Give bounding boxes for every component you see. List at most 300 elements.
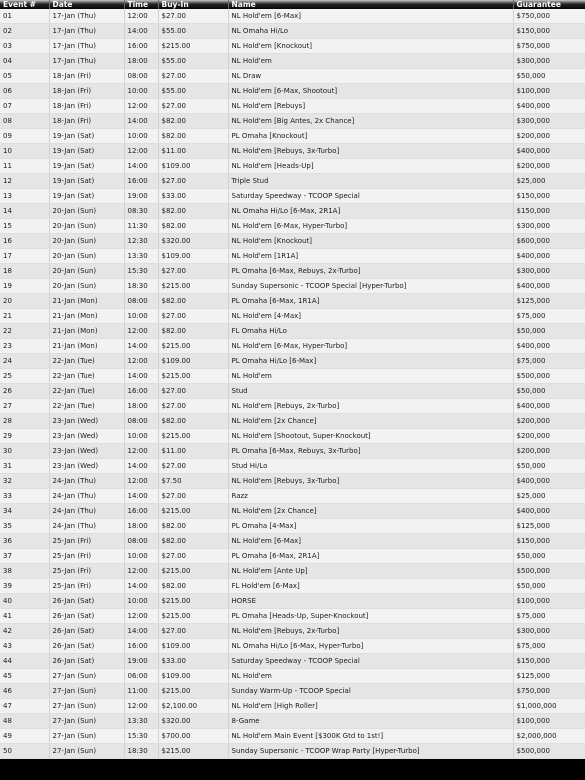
event-name-cell: PL Omaha [Knockout] bbox=[228, 129, 513, 144]
date-cell: 27-Jan (Sun) bbox=[49, 744, 124, 759]
buy-in-cell: $109.00 bbox=[158, 249, 228, 264]
guarantee-cell: $125,000 bbox=[513, 294, 585, 309]
guarantee-cell: $150,000 bbox=[513, 189, 585, 204]
date-cell: 21-Jan (Mon) bbox=[49, 339, 124, 354]
guarantee-cell: $500,000 bbox=[513, 564, 585, 579]
event-number-cell: 11 bbox=[0, 159, 49, 174]
table-row bbox=[0, 339, 585, 354]
buy-in-cell: $27.00 bbox=[158, 99, 228, 114]
time-cell: 19:00 bbox=[124, 189, 158, 204]
table-row bbox=[0, 219, 585, 234]
buy-in-cell: $7.50 bbox=[158, 474, 228, 489]
buy-in-cell: $320.00 bbox=[158, 714, 228, 729]
table-row bbox=[0, 174, 585, 189]
event-number-cell: 31 bbox=[0, 459, 49, 474]
date-cell: 18-Jan (Fri) bbox=[49, 114, 124, 129]
buy-in-cell: $82.00 bbox=[158, 129, 228, 144]
guarantee-cell: $300,000 bbox=[513, 54, 585, 69]
event-name-cell: NL Hold'em [Rebuys, 3x-Turbo] bbox=[228, 144, 513, 159]
date-cell: 23-Jan (Wed) bbox=[49, 429, 124, 444]
buy-in-cell: $27.00 bbox=[158, 69, 228, 84]
table-row bbox=[0, 54, 585, 69]
date-cell: 26-Jan (Sat) bbox=[49, 609, 124, 624]
table-row bbox=[0, 429, 585, 444]
table-row bbox=[0, 639, 585, 654]
event-name-cell: NL Omaha Hi/Lo [6-Max, 2R1A] bbox=[228, 204, 513, 219]
time-cell: 14:00 bbox=[124, 489, 158, 504]
time-cell: 19:00 bbox=[124, 654, 158, 669]
table-row bbox=[0, 399, 585, 414]
time-cell: 18:30 bbox=[124, 744, 158, 759]
buy-in-cell: $27.00 bbox=[158, 489, 228, 504]
date-cell: 26-Jan (Sat) bbox=[49, 624, 124, 639]
guarantee-cell: $200,000 bbox=[513, 429, 585, 444]
guarantee-cell: $600,000 bbox=[513, 234, 585, 249]
event-name-cell: PL Omaha [4-Max] bbox=[228, 519, 513, 534]
date-cell: 21-Jan (Mon) bbox=[49, 324, 124, 339]
date-cell: 25-Jan (Fri) bbox=[49, 534, 124, 549]
event-name-cell: NL Hold'em [6-Max] bbox=[228, 534, 513, 549]
time-cell: 16:00 bbox=[124, 174, 158, 189]
buy-in-cell: $27.00 bbox=[158, 9, 228, 24]
event-name-cell: NL Hold'em [Heads-Up] bbox=[228, 159, 513, 174]
guarantee-cell: $400,000 bbox=[513, 399, 585, 414]
time-cell: 12:00 bbox=[124, 609, 158, 624]
time-cell: 12:00 bbox=[124, 99, 158, 114]
time-cell: 14:00 bbox=[124, 369, 158, 384]
time-cell: 08:00 bbox=[124, 534, 158, 549]
event-name-cell: PL Omaha Hi/Lo [6-Max] bbox=[228, 354, 513, 369]
date-cell: 20-Jan (Sun) bbox=[49, 234, 124, 249]
event-name-cell: NL Hold'em [6-Max, Hyper-Turbo] bbox=[228, 219, 513, 234]
time-cell: 10:00 bbox=[124, 129, 158, 144]
buy-in-cell: $27.00 bbox=[158, 624, 228, 639]
guarantee-cell: $400,000 bbox=[513, 279, 585, 294]
table-row bbox=[0, 684, 585, 699]
event-name-cell: PL Omaha [6-Max, 1R1A] bbox=[228, 294, 513, 309]
event-name-cell: PL Omaha [6-Max, 2R1A] bbox=[228, 549, 513, 564]
event-number-cell: 41 bbox=[0, 609, 49, 624]
time-cell: 18:00 bbox=[124, 54, 158, 69]
table-row bbox=[0, 699, 585, 714]
event-name-cell: NL Hold'em [Rebuys, 2x-Turbo] bbox=[228, 399, 513, 414]
date-cell: 23-Jan (Wed) bbox=[49, 459, 124, 474]
guarantee-cell: $200,000 bbox=[513, 159, 585, 174]
event-number-cell: 08 bbox=[0, 114, 49, 129]
event-number-cell: 43 bbox=[0, 639, 49, 654]
event-number-cell: 23 bbox=[0, 339, 49, 354]
buy-in-cell: $27.00 bbox=[158, 459, 228, 474]
time-cell: 12:00 bbox=[124, 474, 158, 489]
event-name-cell: NL Hold'em [6-Max, Shootout] bbox=[228, 84, 513, 99]
date-cell: 27-Jan (Sun) bbox=[49, 714, 124, 729]
table-row bbox=[0, 309, 585, 324]
guarantee-cell: $400,000 bbox=[513, 504, 585, 519]
event-number-cell: 07 bbox=[0, 99, 49, 114]
date-cell: 22-Jan (Tue) bbox=[49, 354, 124, 369]
buy-in-cell: $82.00 bbox=[158, 534, 228, 549]
event-name-cell: NL Hold'em [Knockout] bbox=[228, 234, 513, 249]
event-name-cell: NL Hold'em [Rebuys, 2x-Turbo] bbox=[228, 624, 513, 639]
event-number-cell: 44 bbox=[0, 654, 49, 669]
table-row bbox=[0, 564, 585, 579]
table-row bbox=[0, 444, 585, 459]
event-name-cell: NL Hold'em [2x Chance] bbox=[228, 414, 513, 429]
guarantee-cell: $125,000 bbox=[513, 669, 585, 684]
guarantee-cell: $25,000 bbox=[513, 174, 585, 189]
event-number-cell: 10 bbox=[0, 144, 49, 159]
table-row bbox=[0, 354, 585, 369]
buy-in-cell: $109.00 bbox=[158, 354, 228, 369]
event-name-cell: NL Hold'em [Knockout] bbox=[228, 39, 513, 54]
buy-in-cell: $27.00 bbox=[158, 309, 228, 324]
time-cell: 14:00 bbox=[124, 159, 158, 174]
date-cell: 24-Jan (Thu) bbox=[49, 474, 124, 489]
buy-in-cell: $320.00 bbox=[158, 234, 228, 249]
event-name-cell: NL Draw bbox=[228, 69, 513, 84]
buy-in-cell: $215.00 bbox=[158, 369, 228, 384]
event-name-cell: Triple Stud bbox=[228, 174, 513, 189]
time-cell: 08:00 bbox=[124, 414, 158, 429]
date-cell: 18-Jan (Fri) bbox=[49, 69, 124, 84]
guarantee-cell: $100,000 bbox=[513, 594, 585, 609]
event-number-cell: 24 bbox=[0, 354, 49, 369]
event-name-cell: FL Hold'em [6-Max] bbox=[228, 579, 513, 594]
guarantee-cell: $400,000 bbox=[513, 339, 585, 354]
column-header-name: Name bbox=[228, 0, 513, 9]
event-number-cell: 45 bbox=[0, 669, 49, 684]
date-cell: 22-Jan (Tue) bbox=[49, 399, 124, 414]
event-number-cell: 48 bbox=[0, 714, 49, 729]
guarantee-cell: $50,000 bbox=[513, 549, 585, 564]
date-cell: 22-Jan (Tue) bbox=[49, 384, 124, 399]
table-row bbox=[0, 624, 585, 639]
date-cell: 20-Jan (Sun) bbox=[49, 219, 124, 234]
event-name-cell: Saturday Speedway - TCOOP Special bbox=[228, 654, 513, 669]
date-cell: 20-Jan (Sun) bbox=[49, 264, 124, 279]
guarantee-cell: $150,000 bbox=[513, 204, 585, 219]
date-cell: 19-Jan (Sat) bbox=[49, 129, 124, 144]
buy-in-cell: $82.00 bbox=[158, 114, 228, 129]
event-name-cell: HORSE bbox=[228, 594, 513, 609]
event-name-cell: Stud Hi/Lo bbox=[228, 459, 513, 474]
time-cell: 12:00 bbox=[124, 354, 158, 369]
table-row bbox=[0, 729, 585, 744]
event-number-cell: 02 bbox=[0, 24, 49, 39]
guarantee-cell: $300,000 bbox=[513, 219, 585, 234]
table-row bbox=[0, 714, 585, 729]
event-number-cell: 38 bbox=[0, 564, 49, 579]
buy-in-cell: $215.00 bbox=[158, 339, 228, 354]
date-cell: 27-Jan (Sun) bbox=[49, 684, 124, 699]
table-row bbox=[0, 69, 585, 84]
guarantee-cell: $75,000 bbox=[513, 639, 585, 654]
buy-in-cell: $82.00 bbox=[158, 294, 228, 309]
date-cell: 26-Jan (Sat) bbox=[49, 654, 124, 669]
guarantee-cell: $200,000 bbox=[513, 414, 585, 429]
table-row bbox=[0, 144, 585, 159]
buy-in-cell: $215.00 bbox=[158, 504, 228, 519]
event-name-cell: NL Hold'em [Rebuys, 3x-Turbo] bbox=[228, 474, 513, 489]
table-row bbox=[0, 264, 585, 279]
event-number-cell: 37 bbox=[0, 549, 49, 564]
date-cell: 19-Jan (Sat) bbox=[49, 189, 124, 204]
event-number-cell: 34 bbox=[0, 504, 49, 519]
time-cell: 18:00 bbox=[124, 399, 158, 414]
buy-in-cell: $215.00 bbox=[158, 684, 228, 699]
event-number-cell: 22 bbox=[0, 324, 49, 339]
event-name-cell: NL Hold'em [Ante Up] bbox=[228, 564, 513, 579]
table-row bbox=[0, 24, 585, 39]
table-row bbox=[0, 459, 585, 474]
buy-in-cell: $109.00 bbox=[158, 669, 228, 684]
table-row bbox=[0, 474, 585, 489]
guarantee-cell: $50,000 bbox=[513, 69, 585, 84]
time-cell: 14:00 bbox=[124, 339, 158, 354]
buy-in-cell: $27.00 bbox=[158, 264, 228, 279]
event-number-cell: 19 bbox=[0, 279, 49, 294]
event-number-cell: 14 bbox=[0, 204, 49, 219]
time-cell: 06:00 bbox=[124, 669, 158, 684]
event-number-cell: 49 bbox=[0, 729, 49, 744]
event-name-cell: NL Hold'em [4-Max] bbox=[228, 309, 513, 324]
event-number-cell: 16 bbox=[0, 234, 49, 249]
time-cell: 10:00 bbox=[124, 549, 158, 564]
date-cell: 27-Jan (Sun) bbox=[49, 669, 124, 684]
guarantee-cell: $400,000 bbox=[513, 99, 585, 114]
time-cell: 11:00 bbox=[124, 684, 158, 699]
buy-in-cell: $55.00 bbox=[158, 84, 228, 99]
table-header-row bbox=[0, 0, 585, 9]
table-row bbox=[0, 609, 585, 624]
time-cell: 12:00 bbox=[124, 324, 158, 339]
buy-in-cell: $82.00 bbox=[158, 204, 228, 219]
time-cell: 14:00 bbox=[124, 624, 158, 639]
time-cell: 10:00 bbox=[124, 84, 158, 99]
event-number-cell: 09 bbox=[0, 129, 49, 144]
guarantee-cell: $750,000 bbox=[513, 39, 585, 54]
table-row bbox=[0, 294, 585, 309]
date-cell: 17-Jan (Thu) bbox=[49, 9, 124, 24]
time-cell: 15:30 bbox=[124, 729, 158, 744]
buy-in-cell: $55.00 bbox=[158, 54, 228, 69]
event-number-cell: 01 bbox=[0, 9, 49, 24]
time-cell: 16:00 bbox=[124, 639, 158, 654]
event-number-cell: 04 bbox=[0, 54, 49, 69]
table-row bbox=[0, 534, 585, 549]
table-row bbox=[0, 189, 585, 204]
time-cell: 15:30 bbox=[124, 264, 158, 279]
table-row bbox=[0, 39, 585, 54]
date-cell: 22-Jan (Tue) bbox=[49, 369, 124, 384]
buy-in-cell: $2,100.00 bbox=[158, 699, 228, 714]
date-cell: 17-Jan (Thu) bbox=[49, 54, 124, 69]
buy-in-cell: $27.00 bbox=[158, 174, 228, 189]
event-number-cell: 30 bbox=[0, 444, 49, 459]
guarantee-cell: $400,000 bbox=[513, 144, 585, 159]
event-number-cell: 32 bbox=[0, 474, 49, 489]
guarantee-cell: $150,000 bbox=[513, 534, 585, 549]
time-cell: 16:00 bbox=[124, 384, 158, 399]
buy-in-cell: $82.00 bbox=[158, 579, 228, 594]
time-cell: 18:30 bbox=[124, 279, 158, 294]
date-cell: 17-Jan (Thu) bbox=[49, 24, 124, 39]
event-name-cell: Razz bbox=[228, 489, 513, 504]
column-header-buy-in: Buy-In bbox=[158, 0, 228, 9]
event-number-cell: 27 bbox=[0, 399, 49, 414]
guarantee-cell: $75,000 bbox=[513, 309, 585, 324]
column-header-guarantee: Guarantee bbox=[513, 0, 585, 9]
table-row bbox=[0, 384, 585, 399]
date-cell: 20-Jan (Sun) bbox=[49, 204, 124, 219]
buy-in-cell: $82.00 bbox=[158, 324, 228, 339]
buy-in-cell: $215.00 bbox=[158, 609, 228, 624]
guarantee-cell: $75,000 bbox=[513, 354, 585, 369]
guarantee-cell: $75,000 bbox=[513, 609, 585, 624]
event-name-cell: NL Hold'em bbox=[228, 369, 513, 384]
guarantee-cell: $25,000 bbox=[513, 489, 585, 504]
time-cell: 10:00 bbox=[124, 594, 158, 609]
table-row bbox=[0, 249, 585, 264]
event-number-cell: 15 bbox=[0, 219, 49, 234]
event-number-cell: 40 bbox=[0, 594, 49, 609]
buy-in-cell: $11.00 bbox=[158, 444, 228, 459]
time-cell: 16:00 bbox=[124, 504, 158, 519]
time-cell: 12:00 bbox=[124, 699, 158, 714]
date-cell: 19-Jan (Sat) bbox=[49, 144, 124, 159]
event-name-cell: NL Hold'em [2x Chance] bbox=[228, 504, 513, 519]
buy-in-cell: $55.00 bbox=[158, 24, 228, 39]
table-row bbox=[0, 549, 585, 564]
event-number-cell: 33 bbox=[0, 489, 49, 504]
buy-in-cell: $700.00 bbox=[158, 729, 228, 744]
date-cell: 20-Jan (Sun) bbox=[49, 249, 124, 264]
date-cell: 23-Jan (Wed) bbox=[49, 414, 124, 429]
table-row bbox=[0, 369, 585, 384]
buy-in-cell: $215.00 bbox=[158, 279, 228, 294]
event-number-cell: 26 bbox=[0, 384, 49, 399]
time-cell: 10:00 bbox=[124, 309, 158, 324]
event-number-cell: 18 bbox=[0, 264, 49, 279]
date-cell: 25-Jan (Fri) bbox=[49, 579, 124, 594]
event-number-cell: 25 bbox=[0, 369, 49, 384]
buy-in-cell: $11.00 bbox=[158, 144, 228, 159]
date-cell: 27-Jan (Sun) bbox=[49, 729, 124, 744]
guarantee-cell: $750,000 bbox=[513, 9, 585, 24]
event-number-cell: 50 bbox=[0, 744, 49, 759]
time-cell: 16:00 bbox=[124, 39, 158, 54]
time-cell: 08:00 bbox=[124, 69, 158, 84]
buy-in-cell: $215.00 bbox=[158, 744, 228, 759]
time-cell: 10:00 bbox=[124, 429, 158, 444]
time-cell: 14:00 bbox=[124, 459, 158, 474]
time-cell: 14:00 bbox=[124, 24, 158, 39]
event-number-cell: 05 bbox=[0, 69, 49, 84]
event-number-cell: 29 bbox=[0, 429, 49, 444]
event-name-cell: NL Hold'em [Shootout, Super-Knockout] bbox=[228, 429, 513, 444]
event-name-cell: Sunday Supersonic - TCOOP Special [Hyper-Turbo] bbox=[228, 279, 513, 294]
time-cell: 14:00 bbox=[124, 579, 158, 594]
table-row bbox=[0, 414, 585, 429]
buy-in-cell: $215.00 bbox=[158, 429, 228, 444]
buy-in-cell: $109.00 bbox=[158, 159, 228, 174]
event-name-cell: NL Hold'em [6-Max, Hyper-Turbo] bbox=[228, 339, 513, 354]
buy-in-cell: $215.00 bbox=[158, 594, 228, 609]
column-header-time: Time bbox=[124, 0, 158, 9]
guarantee-cell: $150,000 bbox=[513, 24, 585, 39]
event-name-cell: NL Hold'em [1R1A] bbox=[228, 249, 513, 264]
event-number-cell: 13 bbox=[0, 189, 49, 204]
date-cell: 27-Jan (Sun) bbox=[49, 699, 124, 714]
guarantee-cell: $50,000 bbox=[513, 324, 585, 339]
buy-in-cell: $33.00 bbox=[158, 654, 228, 669]
date-cell: 18-Jan (Fri) bbox=[49, 99, 124, 114]
event-number-cell: 06 bbox=[0, 84, 49, 99]
date-cell: 25-Jan (Fri) bbox=[49, 564, 124, 579]
date-cell: 24-Jan (Thu) bbox=[49, 519, 124, 534]
guarantee-cell: $400,000 bbox=[513, 474, 585, 489]
table-row bbox=[0, 519, 585, 534]
event-name-cell: NL Hold'em Main Event [$300K Gtd to 1st!] bbox=[228, 729, 513, 744]
guarantee-cell: $2,000,000 bbox=[513, 729, 585, 744]
guarantee-cell: $100,000 bbox=[513, 714, 585, 729]
guarantee-cell: $50,000 bbox=[513, 459, 585, 474]
event-name-cell: Sunday Warm-Up - TCOOP Special bbox=[228, 684, 513, 699]
date-cell: 18-Jan (Fri) bbox=[49, 84, 124, 99]
event-number-cell: 17 bbox=[0, 249, 49, 264]
time-cell: 12:00 bbox=[124, 444, 158, 459]
event-number-cell: 35 bbox=[0, 519, 49, 534]
buy-in-cell: $109.00 bbox=[158, 639, 228, 654]
time-cell: 14:00 bbox=[124, 114, 158, 129]
time-cell: 08:00 bbox=[124, 294, 158, 309]
date-cell: 25-Jan (Fri) bbox=[49, 549, 124, 564]
table-body bbox=[0, 9, 585, 759]
date-cell: 21-Jan (Mon) bbox=[49, 309, 124, 324]
date-cell: 17-Jan (Thu) bbox=[49, 39, 124, 54]
event-name-cell: NL Hold'em [6-Max] bbox=[228, 9, 513, 24]
table-row bbox=[0, 114, 585, 129]
event-name-cell: NL Omaha Hi/Lo [6-Max, Hyper-Turbo] bbox=[228, 639, 513, 654]
event-name-cell: Sunday Supersonic - TCOOP Wrap Party [Hyper-Turbo] bbox=[228, 744, 513, 759]
date-cell: 20-Jan (Sun) bbox=[49, 279, 124, 294]
time-cell: 11:30 bbox=[124, 219, 158, 234]
column-header-event: Event # bbox=[0, 0, 49, 9]
event-name-cell: PL Omaha [6-Max, Rebuys, 3x-Turbo] bbox=[228, 444, 513, 459]
time-cell: 12:00 bbox=[124, 564, 158, 579]
event-number-cell: 47 bbox=[0, 699, 49, 714]
buy-in-cell: $33.00 bbox=[158, 189, 228, 204]
guarantee-cell: $50,000 bbox=[513, 579, 585, 594]
event-name-cell: PL Omaha [Heads-Up, Super-Knockout] bbox=[228, 609, 513, 624]
column-header-date: Date bbox=[49, 0, 124, 9]
event-number-cell: 21 bbox=[0, 309, 49, 324]
date-cell: 19-Jan (Sat) bbox=[49, 174, 124, 189]
event-number-cell: 12 bbox=[0, 174, 49, 189]
buy-in-cell: $215.00 bbox=[158, 564, 228, 579]
event-number-cell: 03 bbox=[0, 39, 49, 54]
buy-in-cell: $27.00 bbox=[158, 549, 228, 564]
event-name-cell: Saturday Speedway - TCOOP Special bbox=[228, 189, 513, 204]
table-row bbox=[0, 504, 585, 519]
guarantee-cell: $300,000 bbox=[513, 264, 585, 279]
date-cell: 23-Jan (Wed) bbox=[49, 444, 124, 459]
table-row bbox=[0, 579, 585, 594]
time-cell: 08:30 bbox=[124, 204, 158, 219]
event-number-cell: 39 bbox=[0, 579, 49, 594]
event-number-cell: 42 bbox=[0, 624, 49, 639]
table-row bbox=[0, 99, 585, 114]
